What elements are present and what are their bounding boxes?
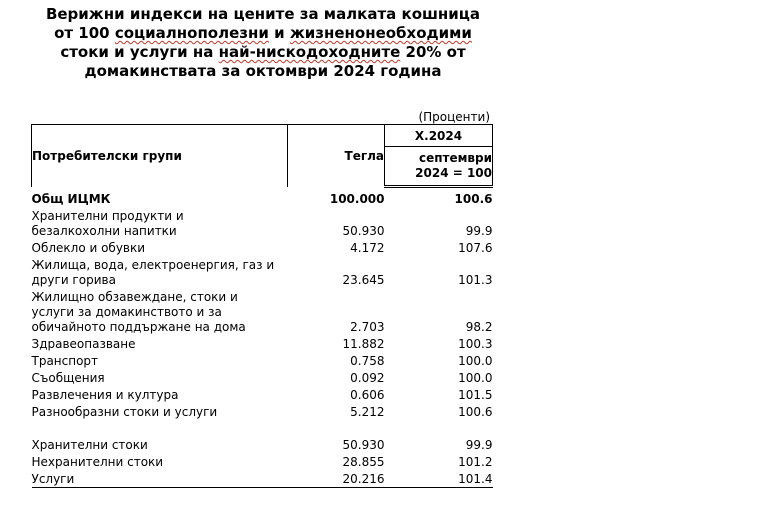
row-name [32, 352, 288, 369]
table-row [32, 288, 493, 335]
header-period: X.2024 [385, 125, 493, 147]
row-name [32, 288, 288, 335]
row-name-line: други горива [31, 273, 116, 287]
row-index: 98.2 [465, 320, 493, 334]
table-row-summary [32, 436, 493, 453]
table-row [32, 256, 493, 288]
title-line-3 [28, 43, 498, 62]
title-text: стоки и услуги на [60, 43, 219, 61]
row-weight: 23.645 [342, 273, 385, 287]
row-name-line: Облекло и обувки [31, 241, 146, 255]
row-name-line: Жилищно обзавеждане, стоки и [31, 290, 238, 304]
row-weight: 100.000 [329, 192, 385, 206]
row-name [32, 207, 288, 239]
row-weight: 50.930 [342, 438, 385, 452]
table-row [32, 386, 493, 403]
table-row [32, 335, 493, 352]
row-weight: 11.882 [342, 337, 385, 351]
title-line-2 [28, 24, 498, 43]
row-weight: 50.930 [342, 224, 385, 238]
row-name: Услуги [32, 470, 288, 488]
price-index-table [31, 124, 493, 488]
row-index: 101.4 [385, 470, 493, 488]
row-name: Нехранителни стоки [31, 455, 164, 469]
title-line-4: домакинствата за октомври 2024 година [84, 62, 442, 80]
row-index: 100.6 [454, 192, 493, 206]
table-row [32, 239, 493, 256]
row-name [32, 369, 288, 386]
row-name [32, 239, 288, 256]
table-row [32, 352, 493, 369]
header-base-line1: септември [418, 151, 492, 165]
header-consumer-groups: Потребителски групи [32, 125, 288, 187]
document-title [28, 5, 498, 81]
row-weight: 28.855 [342, 455, 385, 469]
row-name-line: Жилища, вода, електроенергия, газ и [31, 258, 275, 272]
row-index: 101.3 [458, 273, 493, 287]
row-index: 101.5 [458, 388, 493, 402]
row-weight: 5.212 [350, 405, 385, 419]
row-name-line: обичайното поддържане на дома [31, 320, 246, 334]
row-name [32, 335, 288, 352]
table-row-summary [32, 470, 493, 488]
row-weight: 2.703 [350, 320, 385, 334]
spacer-row [32, 420, 493, 436]
row-name-line: Хранителни продукти и [31, 209, 184, 223]
row-weight: 0.606 [350, 388, 385, 402]
unit-note: (Проценти) [418, 110, 490, 124]
row-index: 99.9 [465, 438, 493, 452]
row-index: 101.2 [458, 455, 493, 469]
header-weights: Тегла [288, 125, 385, 187]
title-line-1: Верижни индекси на цените за малката кошница [45, 5, 481, 23]
row-index: 107.6 [458, 241, 493, 255]
row-index: 100.0 [458, 371, 493, 385]
row-index: 100.3 [458, 337, 493, 351]
row-name-line: услуги за домакинството и за [31, 305, 222, 319]
row-name-line: Съобщения [31, 371, 105, 385]
title-text: 20% от [400, 43, 466, 61]
row-name-line: Разнообразни стоки и услуги [31, 405, 218, 419]
row-name: Хранителни стоки [31, 438, 148, 452]
row-name-line: безалкохолни напитки [31, 224, 177, 238]
row-weight: 0.758 [350, 354, 385, 368]
row-name: Общ ИЦМК [31, 192, 111, 206]
table-row [32, 207, 493, 239]
spellcheck-word: социалнополезни [114, 24, 269, 42]
header-base [385, 147, 493, 187]
row-weight: 0.092 [350, 371, 385, 385]
table-body [32, 187, 493, 488]
title-text: и [268, 24, 290, 42]
row-index: 99.9 [465, 224, 493, 238]
spellcheck-word: най-нискодоходните [218, 43, 401, 61]
row-weight: 4.172 [350, 241, 385, 255]
table-row-summary [32, 453, 493, 470]
row-weight: 20.216 [288, 470, 385, 488]
spellcheck-word: жизненонеобходими [289, 24, 472, 42]
row-name-line: Здравеопазване [31, 337, 136, 351]
row-index: 100.6 [458, 405, 493, 419]
row-name [32, 256, 288, 288]
row-index: 100.0 [458, 354, 493, 368]
row-name [32, 403, 288, 420]
table-row [32, 369, 493, 386]
row-name-line: Развлечения и култура [31, 388, 179, 402]
header-base-line2: 2024 = 100 [415, 166, 492, 180]
table-row [32, 403, 493, 420]
row-name-line: Транспорт [31, 354, 99, 368]
title-text: от 100 [54, 24, 115, 42]
table-row-total [32, 187, 493, 208]
row-name [32, 386, 288, 403]
